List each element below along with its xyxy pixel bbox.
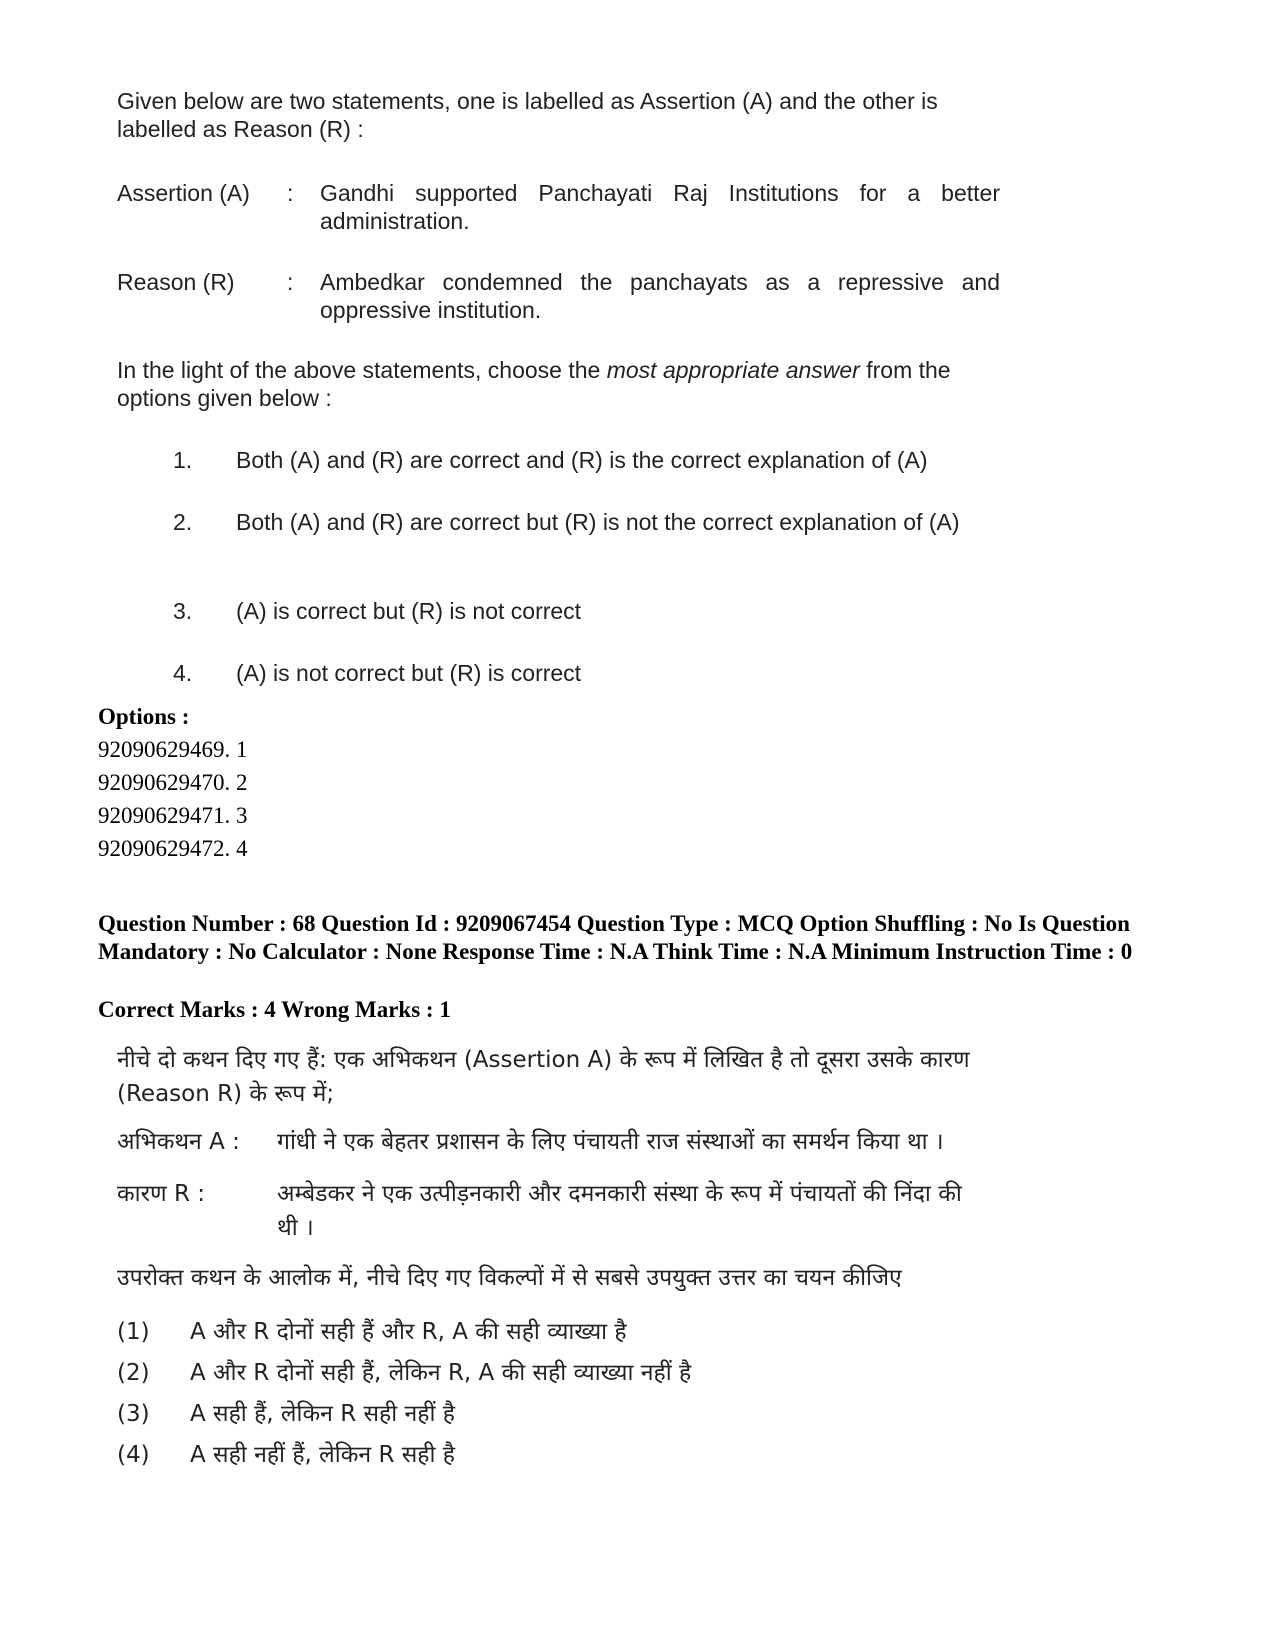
option-id: 92090629469. 1 bbox=[98, 737, 248, 762]
english-reason bbox=[117, 268, 1000, 324]
english-option bbox=[173, 659, 1000, 687]
hindi-reason-line1: अम्बेडकर ने एक उत्पीड़नकारी और दमनकारी संस्था के रूप में पंचायतों की निंदा की bbox=[277, 1181, 962, 1207]
hindi-option-text: A सही नहीं हैं, लेकिन R सही है bbox=[190, 1442, 455, 1468]
hindi-reason-label: कारण R : bbox=[117, 1181, 206, 1207]
hindi-intro-line2: (Reason R) के रूप में; bbox=[117, 1081, 335, 1107]
prompt-part: In the light of the above statements, choose the bbox=[117, 357, 607, 383]
reason-text: Ambedkar condemned the panchayats as a repressive and oppressive institution. bbox=[320, 269, 1000, 323]
option-number: 3. bbox=[173, 598, 193, 624]
marks-line: Correct Marks : 4 Wrong Marks : 1 bbox=[98, 997, 451, 1022]
hindi-option-number: (2) bbox=[117, 1360, 150, 1386]
option-id: 92090629471. 3 bbox=[98, 803, 248, 828]
option-text: Both (A) and (R) are correct and (R) is the correct explanation of (A) bbox=[236, 447, 928, 473]
prompt-emphasis: most appropriate answer bbox=[606, 357, 860, 383]
english-option bbox=[173, 446, 1000, 474]
english-prompt bbox=[117, 356, 1000, 412]
english-intro: Given below are two statements, one is labelled as Assertion (A) and the other is labelled as Reason (R) : bbox=[117, 88, 938, 142]
reason-label: Reason (R) bbox=[117, 269, 235, 295]
english-option bbox=[173, 508, 1000, 536]
options-heading: Options : bbox=[98, 704, 190, 729]
question-meta: Question Number : 68 Question Id : 9209067454 Question Type : MCQ Option Shuffling : No Is Question Mandatory : No Calculator : None Response Time : N.A Think Time : N.A Minimum Instruction Time : 0 bbox=[98, 911, 1133, 964]
hindi-assertion-label: अभिकथन A : bbox=[117, 1129, 240, 1155]
hindi-option-text: A और R दोनों सही हैं, लेकिन R, A की सही व्याख्या नहीं है bbox=[190, 1360, 692, 1386]
option-number: 4. bbox=[173, 660, 193, 686]
hindi-option-number: (4) bbox=[117, 1442, 150, 1468]
option-number: 2. bbox=[173, 509, 193, 535]
assertion-text: Gandhi supported Panchayati Raj Institutions for a better administration. bbox=[320, 180, 1000, 234]
hindi-option-text: A और R दोनों सही हैं और R, A की सही व्याख्या है bbox=[190, 1319, 627, 1345]
option-text: Both (A) and (R) are correct but (R) is not the correct explanation of (A) bbox=[236, 509, 960, 535]
english-option bbox=[173, 597, 1000, 625]
option-number: 1. bbox=[173, 447, 193, 473]
hindi-reason-line2: थी । bbox=[277, 1215, 314, 1241]
prompt-part: from the options given below : bbox=[117, 357, 951, 411]
reason-colon: : bbox=[287, 269, 294, 295]
hindi-option-text: A सही हैं, लेकिन R सही नहीं है bbox=[190, 1401, 455, 1427]
hindi-intro-line1: नीचे दो कथन दिए गए हैं: एक अभिकथन (Assertion A) के रूप में लिखित है तो दूसरा उसके कारण bbox=[117, 1047, 970, 1073]
option-text: (A) is correct but (R) is not correct bbox=[236, 598, 582, 624]
english-assertion bbox=[117, 179, 1000, 235]
assertion-colon: : bbox=[287, 180, 294, 206]
hindi-option-number: (3) bbox=[117, 1401, 150, 1427]
assertion-label: Assertion (A) bbox=[117, 180, 250, 206]
hindi-assertion-text: गांधी ने एक बेहतर प्रशासन के लिए पंचायती राज संस्थाओं का समर्थन किया था । bbox=[277, 1129, 944, 1155]
option-id: 92090629470. 2 bbox=[98, 770, 248, 795]
hindi-prompt: उपरोक्त कथन के आलोक में, नीचे दिए गए विकल्पों में से सबसे उपयुक्त उत्तर का चयन कीजिए bbox=[117, 1265, 902, 1291]
hindi-option-number: (1) bbox=[117, 1319, 150, 1345]
option-id: 92090629472. 4 bbox=[98, 836, 248, 861]
option-text: (A) is not correct but (R) is correct bbox=[236, 660, 582, 686]
